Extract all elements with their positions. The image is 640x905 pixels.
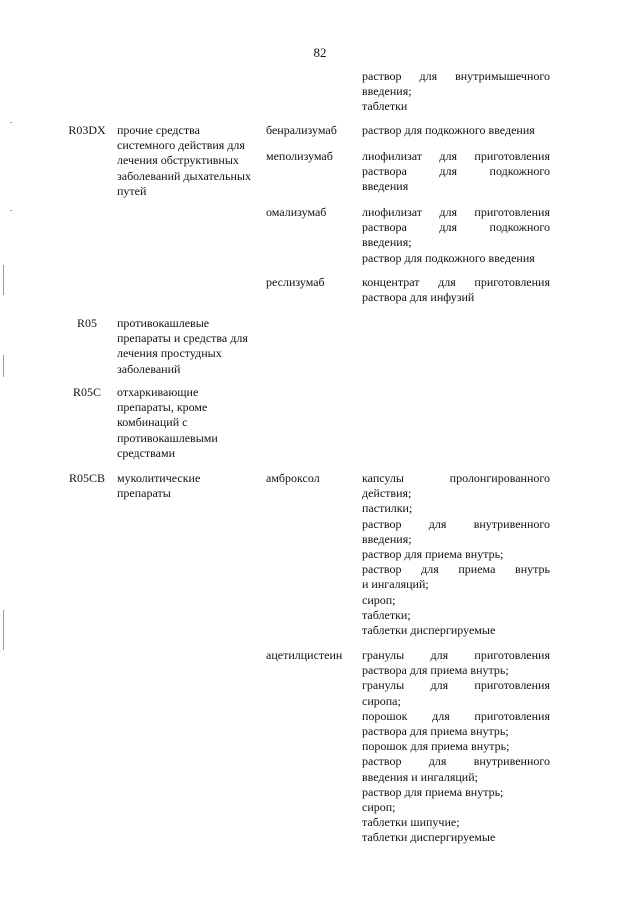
- dosage-form-line: раствор для подкожного введения: [362, 123, 535, 137]
- dosage-form-line: сироп;: [362, 800, 396, 815]
- dosage-forms: [362, 275, 550, 305]
- dosage-form-line: раствор для внутривенного: [362, 754, 550, 769]
- dosage-form-line: лиофилизат для приготовления: [362, 205, 550, 219]
- atc-description: отхаркивающие препараты, кроме комбинаций с противокашлевыми средствами: [117, 385, 218, 460]
- dosage-form-line: раствора для подкожного: [362, 164, 550, 179]
- drug-name: ацетилцистеин: [266, 648, 343, 662]
- dosage-form-line: раствор для внутримышечного: [362, 69, 550, 83]
- dosage-form-line: введения;: [362, 531, 412, 546]
- scan-artifact: [3, 355, 4, 377]
- dosage-form-line: раствора для приема внутрь;: [362, 663, 509, 678]
- page-number: 82: [313, 45, 327, 60]
- atc-description: противокашлевые препараты и средства для лечения простудных заболеваний: [117, 316, 248, 376]
- dosage-forms: [362, 69, 550, 115]
- atc-description: прочие средства системного действия для лечения обструктивных заболеваний дыхательных путей: [117, 123, 251, 198]
- dosage-form-line: раствор для внутривенного: [362, 516, 550, 531]
- scan-artifact: [3, 265, 4, 295]
- dosage-form-line: таблетки;: [362, 607, 411, 622]
- dosage-form-line: сиропа;: [362, 693, 401, 708]
- dosage-form-line: концентрат для приготовления: [362, 275, 550, 289]
- dosage-form-line: таблетки шипучие;: [362, 815, 460, 830]
- dosage-form-line: раствора для подкожного: [362, 220, 550, 235]
- scan-artifact: [3, 610, 4, 650]
- dosage-form-line: гранулы для приготовления: [362, 678, 550, 693]
- dosage-form-line: таблетки диспергируемые: [362, 623, 496, 638]
- scan-artifact: [10, 122, 12, 123]
- drug-name: амброксол: [266, 471, 320, 485]
- dosage-form-line: лиофилизат для приготовления: [362, 149, 550, 163]
- drug-name: омализумаб: [266, 205, 327, 219]
- dosage-forms: [362, 648, 550, 846]
- atc-code: R03DX: [68, 123, 106, 137]
- atc-code: R05: [76, 316, 97, 330]
- dosage-form-line: пастилки;: [362, 501, 413, 516]
- dosage-form-line: введения: [362, 179, 409, 194]
- dosage-form-line: порошок для приема внутрь;: [362, 739, 510, 754]
- dosage-form-line: порошок для приготовления: [362, 708, 550, 723]
- dosage-forms: [362, 205, 550, 266]
- dosage-form-line: раствор для приема внутрь;: [362, 784, 504, 799]
- dosage-form-line: таблетки диспергируемые: [362, 830, 496, 845]
- dosage-form-line: введения и ингаляций;: [362, 769, 478, 784]
- dosage-form-line: раствора для приема внутрь;: [362, 724, 509, 739]
- atc-description: муколитические препараты: [117, 471, 201, 501]
- dosage-forms: [362, 149, 550, 195]
- atc-code: R05CB: [68, 471, 105, 485]
- scan-artifact: [10, 210, 12, 211]
- dosage-form-line: таблетки: [362, 99, 408, 114]
- drug-name: бенрализумаб: [266, 123, 337, 137]
- dosage-form-line: раствор для подкожного введения: [362, 250, 535, 265]
- atc-code: R05C: [72, 385, 101, 399]
- drug-name: меполизумаб: [266, 149, 333, 163]
- dosage-form-line: введения;: [362, 235, 412, 250]
- dosage-form-line: гранулы для приготовления: [362, 648, 550, 662]
- dosage-form-line: раствора для инфузий: [362, 290, 475, 305]
- dosage-form-line: капсулы пролонгированного: [362, 471, 550, 485]
- dosage-form-line: сироп;: [362, 592, 396, 607]
- dosage-forms: [362, 123, 550, 138]
- dosage-form-line: и ингаляций;: [362, 577, 429, 592]
- dosage-form-line: введения;: [362, 84, 412, 99]
- dosage-forms: [362, 471, 550, 638]
- dosage-form-line: действия;: [362, 486, 412, 501]
- dosage-form-line: раствор для приема внутрь: [362, 562, 550, 577]
- drug-name: реслизумаб: [266, 275, 325, 289]
- dosage-form-line: раствор для приема внутрь;: [362, 547, 504, 562]
